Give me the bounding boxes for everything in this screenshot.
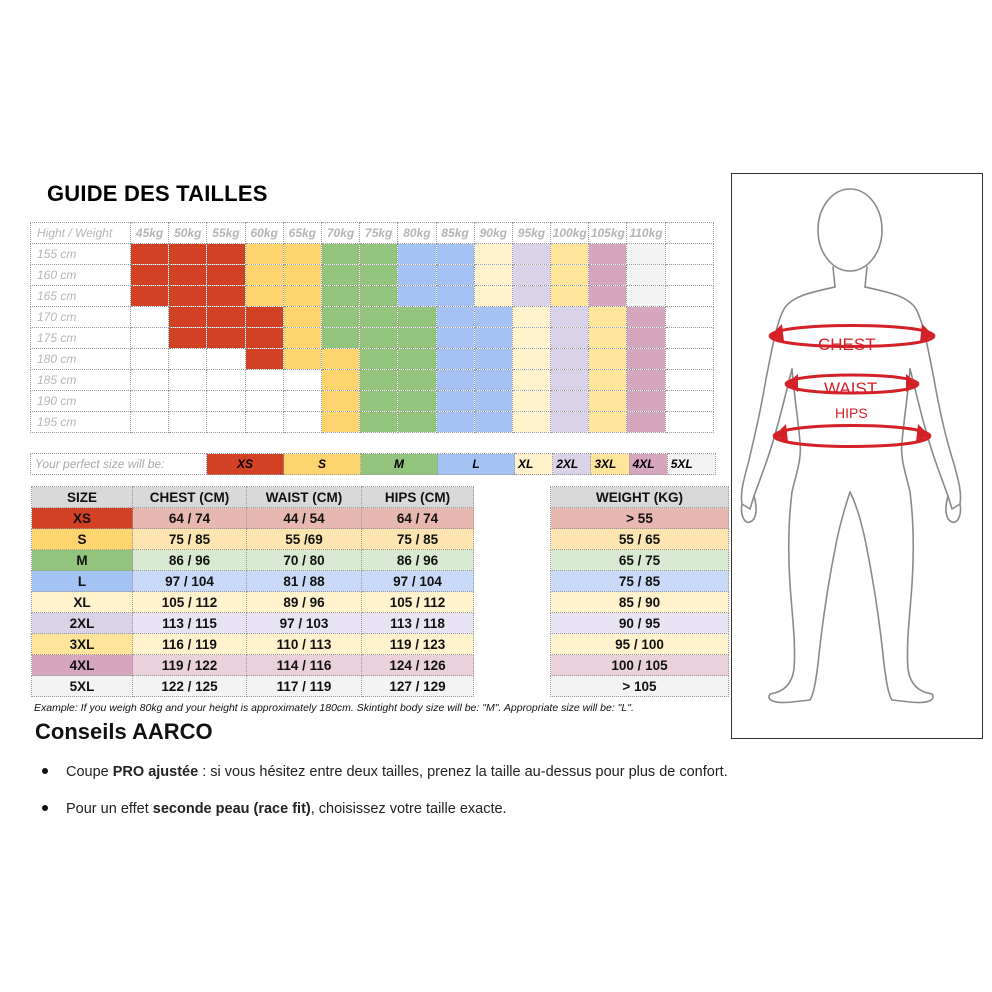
grid-cell — [283, 265, 321, 286]
grid-weight-header: 110kg — [627, 223, 665, 244]
measurement-cell: 113 / 118 — [362, 613, 474, 634]
legend-swatch: 4XL — [629, 454, 667, 475]
grid-cell — [360, 265, 398, 286]
grid-cell — [360, 307, 398, 328]
grid-corner-label: Hight / Weight — [31, 223, 131, 244]
grid-cell — [398, 328, 436, 349]
grid-height-label: 185 cm — [31, 370, 131, 391]
size-cell: 5XL — [32, 676, 133, 697]
measurement-cell: 114 / 116 — [247, 655, 362, 676]
measurement-cell: 110 / 113 — [247, 634, 362, 655]
grid-cell — [627, 370, 665, 391]
grid-cell — [665, 370, 713, 391]
size-cell: XS — [32, 508, 133, 529]
grid-cell — [436, 328, 474, 349]
measurement-cell: 116 / 119 — [133, 634, 247, 655]
grid-cell — [665, 391, 713, 412]
grid-cell — [627, 391, 665, 412]
grid-cell — [207, 412, 245, 433]
table-row — [551, 613, 729, 634]
measurement-cell: 44 / 54 — [247, 508, 362, 529]
measurement-cell: 97 / 104 — [133, 571, 247, 592]
bullet-icon — [42, 768, 48, 774]
weight-cell: 90 / 95 — [551, 613, 729, 634]
measurement-cell: 122 / 125 — [133, 676, 247, 697]
grid-cell — [245, 244, 283, 265]
grid-weight-header: 70kg — [321, 223, 359, 244]
grid-cell — [283, 349, 321, 370]
grid-cell — [169, 370, 207, 391]
grid-cell — [321, 370, 359, 391]
grid-cell — [245, 286, 283, 307]
grid-height-label: 160 cm — [31, 265, 131, 286]
measurement-cell: 97 / 104 — [362, 571, 474, 592]
table-row — [32, 592, 474, 613]
measurement-cell: 75 / 85 — [362, 529, 474, 550]
grid-cell — [627, 244, 665, 265]
grid-row — [31, 265, 714, 286]
grid-cell — [551, 307, 589, 328]
grid-cell — [360, 349, 398, 370]
grid-cell — [474, 349, 512, 370]
size-cell: XL — [32, 592, 133, 613]
grid-cell — [321, 244, 359, 265]
grid-cell — [551, 370, 589, 391]
grid-weight-header: 65kg — [283, 223, 321, 244]
advice-bullet-fit — [42, 764, 728, 780]
grid-cell — [512, 307, 550, 328]
grid-height-label: 165 cm — [31, 286, 131, 307]
table-row — [32, 550, 474, 571]
grid-cell — [398, 391, 436, 412]
grid-weight-header: 75kg — [360, 223, 398, 244]
grid-cell — [665, 349, 713, 370]
grid-cell — [207, 307, 245, 328]
table-row — [551, 508, 729, 529]
grid-weight-header: 80kg — [398, 223, 436, 244]
grid-cell — [321, 328, 359, 349]
grid-cell — [551, 328, 589, 349]
advice-bullet-race-fit — [42, 801, 507, 817]
grid-cell — [131, 412, 169, 433]
measurement-cell: 64 / 74 — [133, 508, 247, 529]
grid-cell — [551, 286, 589, 307]
table-row — [551, 634, 729, 655]
weight-cell: > 55 — [551, 508, 729, 529]
size-legend — [30, 453, 716, 475]
measurement-cell: 117 / 119 — [247, 676, 362, 697]
height-weight-grid — [30, 222, 714, 433]
grid-cell — [551, 412, 589, 433]
table-row — [551, 550, 729, 571]
grid-cell — [551, 391, 589, 412]
weight-cell: 65 / 75 — [551, 550, 729, 571]
grid-cell — [169, 286, 207, 307]
grid-cell — [131, 265, 169, 286]
grid-cell — [627, 307, 665, 328]
weight-cell: > 105 — [551, 676, 729, 697]
grid-cell — [283, 391, 321, 412]
grid-cell — [627, 349, 665, 370]
measurement-cell: 86 / 96 — [133, 550, 247, 571]
legend-swatch: L — [438, 454, 515, 475]
bullet-text: Coupe — [66, 764, 113, 780]
measurements-header: SIZE — [32, 487, 133, 508]
grid-cell — [551, 265, 589, 286]
grid-cell — [169, 328, 207, 349]
grid-cell — [474, 244, 512, 265]
grid-cell — [665, 223, 713, 244]
body-outline-icon — [732, 174, 982, 738]
legend-swatch: M — [361, 454, 438, 475]
measurements-table — [31, 486, 474, 697]
grid-cell — [665, 265, 713, 286]
grid-weight-header: 95kg — [512, 223, 550, 244]
weight-table — [550, 486, 729, 697]
legend-swatch: 5XL — [667, 454, 715, 475]
grid-row — [31, 412, 714, 433]
grid-cell — [245, 412, 283, 433]
measurement-cell: 97 / 103 — [247, 613, 362, 634]
bullet-text: : si vous hésitez entre deux tailles, prenez la taille au-dessus pour plus de confort. — [198, 764, 728, 780]
grid-cell — [665, 244, 713, 265]
grid-cell — [131, 370, 169, 391]
hips-label: HIPS — [835, 405, 868, 421]
table-row — [551, 571, 729, 592]
grid-row — [31, 307, 714, 328]
grid-cell — [512, 328, 550, 349]
measurements-header: CHEST (CM) — [133, 487, 247, 508]
grid-cell — [207, 265, 245, 286]
size-cell: S — [32, 529, 133, 550]
size-cell: 2XL — [32, 613, 133, 634]
grid-cell — [398, 286, 436, 307]
grid-weight-header: 105kg — [589, 223, 627, 244]
grid-cell — [627, 265, 665, 286]
grid-cell — [169, 391, 207, 412]
bullet-bold: seconde peau (race fit) — [152, 801, 311, 817]
grid-row — [31, 328, 714, 349]
legend-swatch: XL — [515, 454, 553, 475]
grid-height-label: 170 cm — [31, 307, 131, 328]
grid-cell — [512, 286, 550, 307]
bullet-bold: PRO ajustée — [112, 764, 199, 780]
size-cell: 3XL — [32, 634, 133, 655]
grid-cell — [245, 370, 283, 391]
measurement-cell: 86 / 96 — [362, 550, 474, 571]
grid-cell — [360, 328, 398, 349]
measurement-cell: 119 / 122 — [133, 655, 247, 676]
grid-height-label: 155 cm — [31, 244, 131, 265]
measurement-cell: 81 / 88 — [247, 571, 362, 592]
table-row — [32, 676, 474, 697]
measurement-cell: 55 /69 — [247, 529, 362, 550]
grid-cell — [283, 370, 321, 391]
table-row — [551, 592, 729, 613]
grid-height-label: 180 cm — [31, 349, 131, 370]
grid-cell — [245, 328, 283, 349]
grid-cell — [551, 244, 589, 265]
grid-height-label: 195 cm — [31, 412, 131, 433]
grid-cell — [131, 307, 169, 328]
measurement-cell: 70 / 80 — [247, 550, 362, 571]
grid-cell — [321, 349, 359, 370]
grid-cell — [131, 328, 169, 349]
grid-cell — [207, 370, 245, 391]
legend-label: Your perfect size will be: — [31, 454, 207, 475]
grid-cell — [169, 412, 207, 433]
grid-cell — [283, 412, 321, 433]
grid-cell — [589, 244, 627, 265]
grid-cell — [436, 286, 474, 307]
grid-cell — [589, 307, 627, 328]
grid-cell — [207, 349, 245, 370]
grid-cell — [665, 328, 713, 349]
grid-cell — [474, 391, 512, 412]
grid-cell — [512, 265, 550, 286]
grid-cell — [321, 307, 359, 328]
grid-cell — [283, 286, 321, 307]
grid-cell — [589, 349, 627, 370]
bullet-icon — [42, 805, 48, 811]
grid-cell — [398, 349, 436, 370]
bullet-text: Pour un effet — [66, 801, 153, 817]
measurement-cell: 113 / 115 — [133, 613, 247, 634]
grid-cell — [131, 244, 169, 265]
grid-cell — [245, 307, 283, 328]
grid-weight-header: 90kg — [474, 223, 512, 244]
measurement-cell: 105 / 112 — [133, 592, 247, 613]
grid-cell — [512, 412, 550, 433]
grid-cell — [245, 265, 283, 286]
grid-cell — [474, 286, 512, 307]
grid-cell — [474, 370, 512, 391]
grid-cell — [589, 286, 627, 307]
weight-cell: 100 / 105 — [551, 655, 729, 676]
grid-height-label: 190 cm — [31, 391, 131, 412]
grid-cell — [321, 265, 359, 286]
grid-row — [31, 286, 714, 307]
grid-cell — [589, 412, 627, 433]
grid-cell — [512, 349, 550, 370]
grid-cell — [207, 244, 245, 265]
grid-cell — [207, 286, 245, 307]
grid-cell — [436, 265, 474, 286]
advice-title: Conseils AARCO — [35, 719, 213, 744]
grid-cell — [589, 328, 627, 349]
measurement-cell: 89 / 96 — [247, 592, 362, 613]
grid-cell — [627, 328, 665, 349]
grid-cell — [321, 412, 359, 433]
grid-cell — [131, 349, 169, 370]
table-row — [32, 571, 474, 592]
grid-cell — [360, 391, 398, 412]
table-row — [32, 655, 474, 676]
grid-weight-header: 100kg — [551, 223, 589, 244]
table-row — [551, 676, 729, 697]
grid-cell — [283, 307, 321, 328]
grid-cell — [589, 391, 627, 412]
grid-cell — [398, 370, 436, 391]
grid-cell — [665, 286, 713, 307]
measurement-cell: 119 / 123 — [362, 634, 474, 655]
legend-swatch: S — [284, 454, 361, 475]
weight-cell: 75 / 85 — [551, 571, 729, 592]
weight-cell: 95 / 100 — [551, 634, 729, 655]
table-row — [551, 529, 729, 550]
grid-cell — [321, 391, 359, 412]
grid-cell — [398, 265, 436, 286]
grid-weight-header: 45kg — [131, 223, 169, 244]
measurement-cell: 105 / 112 — [362, 592, 474, 613]
grid-cell — [169, 244, 207, 265]
grid-row — [31, 391, 714, 412]
measurement-cell: 124 / 126 — [362, 655, 474, 676]
grid-cell — [436, 349, 474, 370]
grid-cell — [589, 370, 627, 391]
weight-header: WEIGHT (KG) — [551, 487, 729, 508]
example-note: Example: If you weigh 80kg and your height is approximately 180cm. Skintight body size will be: "M". Appropriate size will be: "L". — [34, 702, 634, 714]
legend-swatch: 3XL — [591, 454, 629, 475]
weight-cell: 55 / 65 — [551, 529, 729, 550]
grid-cell — [360, 370, 398, 391]
grid-cell — [169, 349, 207, 370]
grid-cell — [169, 307, 207, 328]
grid-cell — [665, 307, 713, 328]
page-title: GUIDE DES TAILLES — [47, 181, 268, 206]
body-measurement-figure — [731, 173, 983, 739]
grid-cell — [589, 265, 627, 286]
grid-cell — [665, 412, 713, 433]
grid-cell — [436, 391, 474, 412]
table-row — [32, 529, 474, 550]
bullet-text: , choisissez votre taille exacte. — [310, 801, 507, 817]
grid-cell — [512, 370, 550, 391]
weight-cell: 85 / 90 — [551, 592, 729, 613]
table-row — [32, 613, 474, 634]
grid-cell — [474, 412, 512, 433]
grid-cell — [321, 286, 359, 307]
grid-cell — [360, 244, 398, 265]
size-cell: L — [32, 571, 133, 592]
grid-cell — [398, 307, 436, 328]
grid-cell — [436, 244, 474, 265]
grid-cell — [398, 412, 436, 433]
grid-cell — [436, 412, 474, 433]
grid-cell — [169, 265, 207, 286]
size-cell: 4XL — [32, 655, 133, 676]
grid-weight-header: 60kg — [245, 223, 283, 244]
waist-label: WAIST — [824, 379, 878, 398]
grid-cell — [245, 349, 283, 370]
grid-cell — [512, 391, 550, 412]
grid-cell — [283, 328, 321, 349]
table-row — [32, 634, 474, 655]
measurements-header: HIPS (CM) — [362, 487, 474, 508]
grid-cell — [283, 244, 321, 265]
grid-cell — [360, 286, 398, 307]
grid-cell — [245, 391, 283, 412]
size-cell: M — [32, 550, 133, 571]
grid-weight-header: 50kg — [169, 223, 207, 244]
grid-cell — [627, 412, 665, 433]
grid-cell — [207, 391, 245, 412]
legend-swatch: 2XL — [553, 454, 591, 475]
legend-swatch: XS — [207, 454, 284, 475]
grid-weight-header: 55kg — [207, 223, 245, 244]
grid-cell — [474, 265, 512, 286]
measurements-header: WAIST (CM) — [247, 487, 362, 508]
measurement-cell: 127 / 129 — [362, 676, 474, 697]
grid-cell — [398, 244, 436, 265]
grid-height-label: 175 cm — [31, 328, 131, 349]
grid-cell — [131, 286, 169, 307]
measurement-cell: 75 / 85 — [133, 529, 247, 550]
measurement-cell: 64 / 74 — [362, 508, 474, 529]
grid-cell — [512, 244, 550, 265]
grid-cell — [551, 349, 589, 370]
grid-cell — [436, 307, 474, 328]
grid-row — [31, 349, 714, 370]
grid-cell — [474, 328, 512, 349]
grid-cell — [627, 286, 665, 307]
table-row — [551, 655, 729, 676]
grid-row — [31, 244, 714, 265]
grid-cell — [131, 391, 169, 412]
grid-row — [31, 370, 714, 391]
grid-cell — [474, 307, 512, 328]
grid-cell — [207, 328, 245, 349]
grid-cell — [360, 412, 398, 433]
grid-weight-header: 85kg — [436, 223, 474, 244]
grid-cell — [436, 370, 474, 391]
chest-label: CHEST — [818, 335, 876, 354]
table-row — [32, 508, 474, 529]
